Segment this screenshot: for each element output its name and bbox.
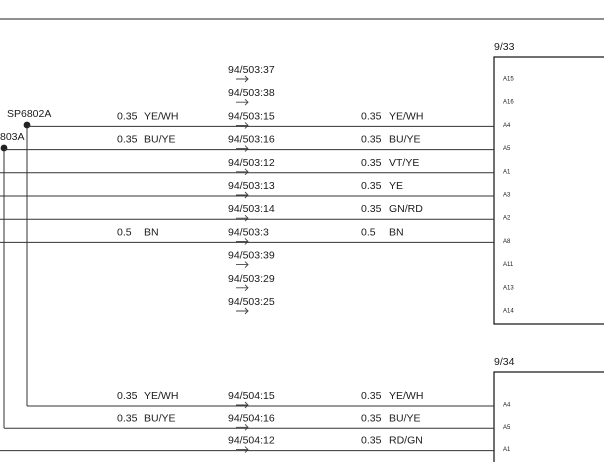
wire-color-left: BU/YE [144,412,176,425]
junction-arrow-mark [236,215,248,221]
wire-color-right: YE/WH [389,390,424,402]
wire-color-right: VT/YE [389,156,420,169]
wire-row-top-8 [228,250,275,268]
pin-label: A14 [503,308,514,315]
junction-arrow-mark [236,76,248,82]
pin-label: A8 [503,238,511,245]
splice-label-sp6802a: SP6802A [7,108,52,120]
junction-label: 94/504:15 [228,390,275,402]
wire-row-top-7 [0,226,494,244]
wire-color-left: YE/WH [144,110,179,123]
junction-label: 94/503:25 [228,296,275,308]
wire-row-bottom-1 [4,412,494,430]
wire-size-right: 0.5 [361,226,376,239]
junction-label: 94/503:29 [228,272,275,285]
wire-row-top-2 [27,110,494,128]
wire-row-bottom-2 [0,435,494,453]
wire-color-right: GN/RD [389,203,423,216]
connector-box-9-34[interactable] [494,372,604,462]
pin-label: A4 [503,402,511,409]
wire-size-right: 0.35 [361,156,382,169]
junction-label: 94/503:39 [228,249,275,262]
pin-label: A1 [503,447,511,454]
pin-label: A15 [503,76,514,83]
wire-row-top-5 [0,180,494,198]
connector-box-9-33[interactable] [494,57,604,324]
junction-arrow-mark [236,169,248,175]
wire-row-top-9 [228,273,275,291]
junction-arrow-mark [236,146,248,152]
wire-size-left: 0.35 [117,133,138,146]
junction-label: 94/503:16 [228,133,275,146]
wire-rows [0,64,494,453]
junction-label: 94/503:12 [228,156,275,169]
wire-size-right: 0.35 [361,412,382,425]
wire-size-left: 0.35 [117,110,138,123]
junction-label: 94/504:16 [228,412,275,425]
wire-size-left: 0.35 [117,390,138,402]
wire-row-top-3 [4,134,494,152]
wire-color-right: BU/YE [389,412,421,425]
wire-row-top-0 [228,64,275,82]
junction-arrow-mark [236,262,248,268]
junction-arrow-mark [236,122,248,128]
wire-color-right: YE [389,180,404,192]
connector-label-9-34: 9/34 [494,356,515,368]
pin-label: A1 [503,169,511,176]
wire-color-right: BN [389,226,404,239]
wire-row-top-4 [0,157,494,175]
junction-arrow-mark [236,402,248,408]
junction-label: 94/503:14 [228,203,275,216]
wire-size-left: 0.5 [117,226,132,239]
wire-color-left: YE/WH [144,390,179,402]
pin-label: A13 [503,285,514,292]
wire-color-right: YE/WH [389,110,424,123]
pin-label: A11 [503,262,514,269]
pin-label: A5 [503,424,511,431]
wire-size-right: 0.35 [361,434,382,447]
junction-arrow-mark [236,424,248,430]
wire-size-right: 0.35 [361,390,382,402]
splice-node-803a[interactable] [1,145,8,152]
junction-label: 94/504:12 [228,434,275,447]
junction-label: 94/503:13 [228,180,275,192]
junction-arrow-mark [236,99,248,105]
wire-row-top-10 [228,296,275,314]
wire-color-left: BU/YE [144,133,176,146]
pin-label: A5 [503,146,511,153]
wire-row-bottom-0 [27,390,494,408]
wire-color-right: BU/YE [389,133,421,146]
connector-label-9-33: 9/33 [494,41,515,53]
wire-color-right: RD/GN [389,434,423,447]
wire-size-left: 0.35 [117,412,138,425]
splice-node-sp6802a[interactable] [24,122,31,129]
pin-label: A16 [503,99,514,106]
wire-size-right: 0.35 [361,203,382,216]
junction-arrow-mark [236,238,248,244]
wire-size-right: 0.35 [361,133,382,146]
junction-label: 94/503:15 [228,110,275,123]
pin-label: A4 [503,122,511,129]
pin-label: A3 [503,192,511,199]
splice-label-803a: 803A [0,131,25,143]
wire-row-top-1 [228,87,275,105]
junction-arrow-mark [236,192,248,198]
junction-label: 94/503:3 [228,226,269,239]
pin-label: A2 [503,215,511,222]
wire-color-left: BN [144,226,159,239]
wire-size-right: 0.35 [361,180,382,192]
junction-arrow-mark [236,447,248,453]
junction-arrow-mark [236,285,248,291]
wire-size-right: 0.35 [361,110,382,123]
junction-label: 94/503:37 [228,64,275,76]
wire-row-top-6 [0,203,494,221]
junction-label: 94/503:38 [228,87,275,100]
junction-arrow-mark [236,308,248,314]
